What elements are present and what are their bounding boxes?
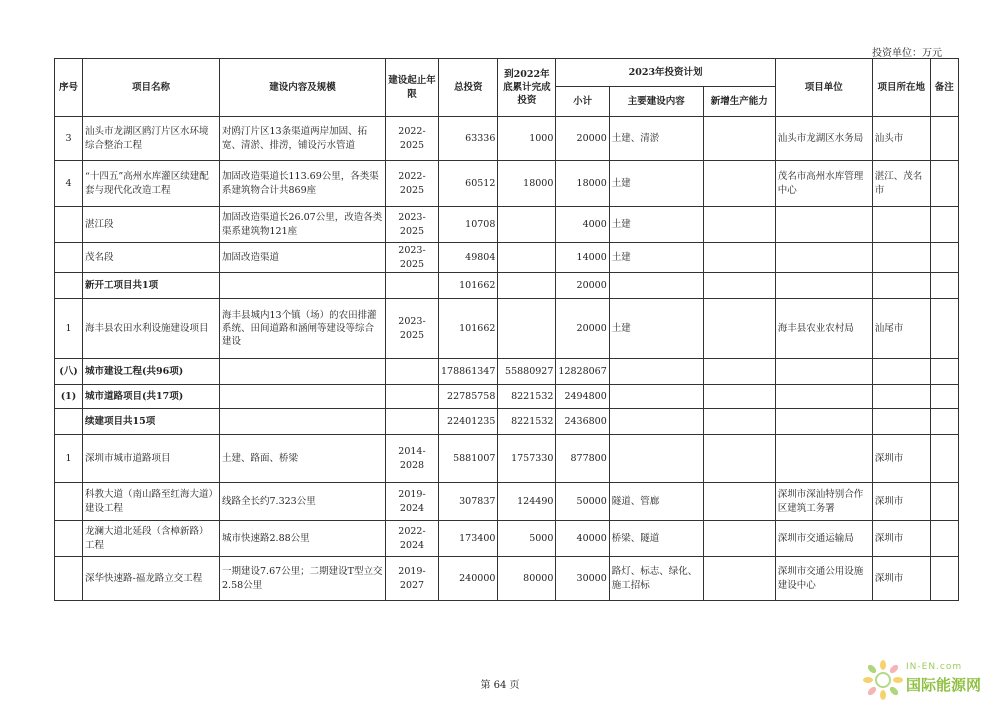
row-content: 加固改造渠道长26.07公里，改造各类渠系建筑物121座 <box>220 207 386 243</box>
row-seq <box>55 207 83 243</box>
row-period: 2019-2024 <box>386 483 439 521</box>
row-unit: 深圳市深汕特别合作区建筑工务署 <box>775 483 872 521</box>
header-subtotal: 小计 <box>556 87 609 117</box>
row-cumulative <box>498 299 556 359</box>
row-seq: (八) <box>55 359 83 385</box>
row-cumulative: 124490 <box>498 483 556 521</box>
row-note <box>930 299 958 359</box>
row-content <box>220 385 386 409</box>
row-capacity <box>703 243 775 273</box>
row-total: 101662 <box>439 273 498 299</box>
row-subtotal: 50000 <box>556 483 609 521</box>
row-main-content: 土建 <box>609 207 703 243</box>
row-unit <box>775 435 872 483</box>
row-unit <box>775 243 872 273</box>
row-total: 5881007 <box>439 435 498 483</box>
row-cumulative: 5000 <box>498 521 556 557</box>
row-seq: (1) <box>55 385 83 409</box>
row-total: 240000 <box>439 557 498 601</box>
row-unit <box>775 359 872 385</box>
row-location: 湛江、茂名市 <box>872 161 930 207</box>
row-main-content <box>609 409 703 435</box>
row-location: 汕尾市 <box>872 299 930 359</box>
row-main-content <box>609 385 703 409</box>
row-note <box>930 557 958 601</box>
row-name: 海丰县农田水利设施建设项目 <box>83 299 220 359</box>
table-row <box>55 359 959 385</box>
row-capacity <box>703 409 775 435</box>
row-note <box>930 359 958 385</box>
row-subtotal: 20000 <box>556 117 609 161</box>
row-main-content <box>609 359 703 385</box>
row-location <box>872 385 930 409</box>
row-capacity <box>703 273 775 299</box>
row-subtotal: 14000 <box>556 243 609 273</box>
row-location: 深圳市 <box>872 521 930 557</box>
header-plan-2023: 2023年投资计划 <box>556 59 775 87</box>
table-row <box>55 161 959 207</box>
row-capacity <box>703 161 775 207</box>
row-subtotal: 877800 <box>556 435 609 483</box>
header-cumulative: 到2022年底累计完成投资 <box>498 59 556 117</box>
table-row <box>55 273 959 299</box>
row-main-content: 路灯、标志、绿化、施工招标 <box>609 557 703 601</box>
header-period: 建设起止年限 <box>386 59 439 117</box>
row-cumulative: 1000 <box>498 117 556 161</box>
row-total: 60512 <box>439 161 498 207</box>
unit-label: 投资单位：万元 <box>872 48 942 59</box>
investment-table <box>54 58 959 601</box>
table-row <box>55 435 959 483</box>
row-content: 土建、路面、桥梁 <box>220 435 386 483</box>
row-location: 汕头市 <box>872 117 930 161</box>
row-unit: 汕头市龙湖区水务局 <box>775 117 872 161</box>
row-name: 续建项目共15项 <box>83 409 220 435</box>
row-name: “十四五”高州水库灌区续建配套与现代化改造工程 <box>83 161 220 207</box>
row-subtotal: 4000 <box>556 207 609 243</box>
row-name: 湛江段 <box>83 207 220 243</box>
row-seq <box>55 273 83 299</box>
row-period: 2022-2025 <box>386 161 439 207</box>
row-cumulative: 18000 <box>498 161 556 207</box>
row-period: 2014-2028 <box>386 435 439 483</box>
row-period: 2023-2025 <box>386 243 439 273</box>
row-capacity <box>703 207 775 243</box>
row-capacity <box>703 359 775 385</box>
row-name: 城市道路项目(共17项) <box>83 385 220 409</box>
row-location <box>872 273 930 299</box>
row-main-content: 土建 <box>609 243 703 273</box>
row-main-content: 隧道、管廊 <box>609 483 703 521</box>
row-subtotal: 18000 <box>556 161 609 207</box>
row-unit <box>775 385 872 409</box>
row-main-content: 土建、清淤 <box>609 117 703 161</box>
header-main-content: 主要建设内容 <box>609 87 703 117</box>
header-name: 项目名称 <box>83 59 220 117</box>
logo-name-text: 国际能源网 <box>906 676 982 694</box>
row-seq <box>55 521 83 557</box>
row-cumulative <box>498 243 556 273</box>
table-row <box>55 557 959 601</box>
row-capacity <box>703 483 775 521</box>
row-seq: 1 <box>55 435 83 483</box>
row-period <box>386 385 439 409</box>
row-capacity <box>703 557 775 601</box>
row-unit <box>775 409 872 435</box>
row-note <box>930 385 958 409</box>
row-note <box>930 161 958 207</box>
header-seq: 序号 <box>55 59 83 117</box>
row-note <box>930 521 958 557</box>
row-period: 2023-2025 <box>386 299 439 359</box>
row-cumulative <box>498 273 556 299</box>
row-main-content: 桥梁、隧道 <box>609 521 703 557</box>
row-content: 一期建设7.67公里；二期建设T型立交2.58公里 <box>220 557 386 601</box>
row-subtotal: 20000 <box>556 273 609 299</box>
row-note <box>930 409 958 435</box>
table-body <box>55 117 959 601</box>
row-period <box>386 359 439 385</box>
row-content: 线路全长约7.323公里 <box>220 483 386 521</box>
row-content <box>220 359 386 385</box>
row-seq: 3 <box>55 117 83 161</box>
table-row <box>55 243 959 273</box>
row-period: 2022-2024 <box>386 521 439 557</box>
row-unit: 深圳市交通运输局 <box>775 521 872 557</box>
logo-domain-text: IN-EN.com <box>906 662 963 672</box>
row-content <box>220 409 386 435</box>
table-row <box>55 117 959 161</box>
row-cumulative: 1757330 <box>498 435 556 483</box>
row-period: 2019-2027 <box>386 557 439 601</box>
row-name: 新开工项目共1项 <box>83 273 220 299</box>
row-seq <box>55 557 83 601</box>
row-name: 深圳市城市道路项目 <box>83 435 220 483</box>
row-main-content: 土建 <box>609 161 703 207</box>
row-subtotal: 2494800 <box>556 385 609 409</box>
row-cumulative: 8221532 <box>498 409 556 435</box>
row-total: 101662 <box>439 299 498 359</box>
row-location <box>872 359 930 385</box>
row-seq <box>55 243 83 273</box>
row-total: 49804 <box>439 243 498 273</box>
row-location <box>872 409 930 435</box>
row-total: 22785758 <box>439 385 498 409</box>
row-content: 加固改造渠道长113.69公里，各类渠系建筑物合计共869座 <box>220 161 386 207</box>
row-capacity <box>703 385 775 409</box>
row-seq <box>55 483 83 521</box>
header-unit: 项目单位 <box>775 59 872 117</box>
row-capacity <box>703 521 775 557</box>
table-row <box>55 483 959 521</box>
row-content: 加固改造渠道 <box>220 243 386 273</box>
row-note <box>930 117 958 161</box>
row-note <box>930 273 958 299</box>
header-location: 项目所在地 <box>872 59 930 117</box>
row-total: 173400 <box>439 521 498 557</box>
row-note <box>930 207 958 243</box>
row-main-content <box>609 435 703 483</box>
header-content: 建设内容及规模 <box>220 59 386 117</box>
row-name: 深华快速路-福龙路立交工程 <box>83 557 220 601</box>
row-unit: 茂名市高州水库管理中心 <box>775 161 872 207</box>
row-location: 深圳市 <box>872 557 930 601</box>
row-content: 海丰县城内13个镇（场）的农田排灌系统、田间道路和涵闸等建设等综合建设 <box>220 299 386 359</box>
table-row <box>55 409 959 435</box>
row-note <box>930 435 958 483</box>
row-subtotal: 20000 <box>556 299 609 359</box>
header-total: 总投资 <box>439 59 498 117</box>
row-note <box>930 483 958 521</box>
row-content: 城市快速路2.88公里 <box>220 521 386 557</box>
row-content <box>220 273 386 299</box>
row-seq <box>55 409 83 435</box>
header-note: 备注 <box>930 59 958 117</box>
row-subtotal: 30000 <box>556 557 609 601</box>
row-unit <box>775 207 872 243</box>
row-period: 2022-2025 <box>386 117 439 161</box>
row-subtotal: 12828067 <box>556 359 609 385</box>
header-capacity: 新增生产能力 <box>703 87 775 117</box>
row-capacity <box>703 435 775 483</box>
row-cumulative: 8221532 <box>498 385 556 409</box>
row-subtotal: 40000 <box>556 521 609 557</box>
row-name: 龙澜大道北延段（含樟新路）工程 <box>83 521 220 557</box>
row-location <box>872 207 930 243</box>
sunflower-logo-icon <box>862 660 904 700</box>
row-main-content <box>609 273 703 299</box>
row-total: 178861347 <box>439 359 498 385</box>
row-cumulative: 80000 <box>498 557 556 601</box>
row-note <box>930 243 958 273</box>
table-row <box>55 207 959 243</box>
row-unit: 海丰县农业农村局 <box>775 299 872 359</box>
row-unit: 深圳市交通公用设施建设中心 <box>775 557 872 601</box>
row-seq: 4 <box>55 161 83 207</box>
row-total: 63336 <box>439 117 498 161</box>
row-cumulative: 55880927 <box>498 359 556 385</box>
table-row <box>55 521 959 557</box>
row-total: 307837 <box>439 483 498 521</box>
row-unit <box>775 273 872 299</box>
row-total: 10708 <box>439 207 498 243</box>
site-logo <box>862 660 997 700</box>
table-row <box>55 299 959 359</box>
row-period <box>386 409 439 435</box>
row-total: 22401235 <box>439 409 498 435</box>
row-location <box>872 243 930 273</box>
row-period <box>386 273 439 299</box>
row-location: 深圳市 <box>872 483 930 521</box>
row-capacity <box>703 299 775 359</box>
row-cumulative <box>498 207 556 243</box>
row-period: 2023-2025 <box>386 207 439 243</box>
row-name: 城市建设工程(共96项) <box>83 359 220 385</box>
row-name: 茂名段 <box>83 243 220 273</box>
row-main-content: 土建 <box>609 299 703 359</box>
row-capacity <box>703 117 775 161</box>
row-subtotal: 2436800 <box>556 409 609 435</box>
row-name: 汕头市龙湖区鸥汀片区水环境综合整治工程 <box>83 117 220 161</box>
row-content: 对鸥汀片区13条渠道两岸加固、拓宽、清淤、排涝，铺设污水管道 <box>220 117 386 161</box>
page-number: 第 64 页 <box>480 680 520 691</box>
row-name: 科教大道（南山路至红海大道）建设工程 <box>83 483 220 521</box>
table-row <box>55 385 959 409</box>
row-location: 深圳市 <box>872 435 930 483</box>
row-seq: 1 <box>55 299 83 359</box>
